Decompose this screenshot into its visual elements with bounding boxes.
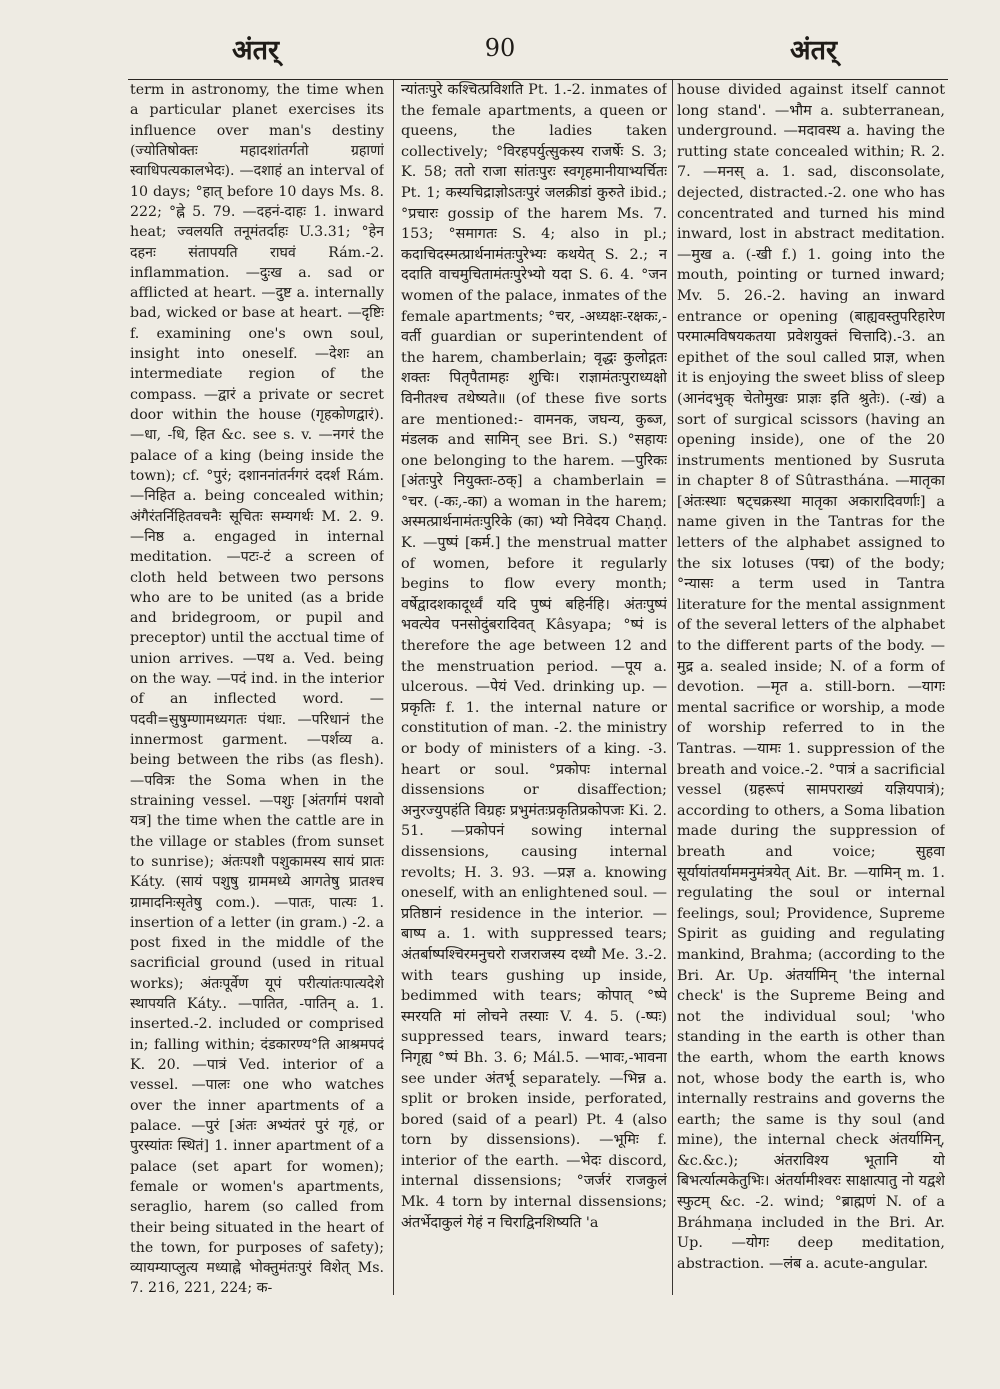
column-divider — [393, 80, 394, 1295]
page-number: 90 — [484, 34, 516, 62]
text-column-3 — [677, 80, 945, 1305]
text-column-2 — [401, 80, 667, 1305]
column-text: house divided against itself cannot long stand'. —भौम a. subterranean, underground. —मदावस्थ a. having the rutting state concealed within; R. 2. 7. —मनस् a. 1. sad, disconsolate, dejected, distracted.-2. one who has concentrated and turned his mind inward, lost in abstract meditation. —मुख a. (-खी f.) 1. going into the mouth, pointing or turned inward; Mv. 5. 26.-2. having an inward entrance or opening (बाह्यवस्तुपरिहारेण परमात्मविषयकतया प्रवेशयुक्तं चित्तादि).-3. an epithet of the soul called प्राज्ञ, when it is enjoying the sweet bliss of sleep (आनंदभुक् चेतोमुखः प्राज्ञः इति श्रुतेः). (-खं) a sort of surgical scissors (having an opening inside), one of the 20 instruments mentioned by Susruta in chapter 8 of Sûtrasthána. —मातृका [अंतःस्थाः षट्चक्रस्था मातृका अकारादिवर्णाः] a name given in the Tantras for the letters of the alphabet assigned to the six lotuses (पद्म) of the body; °न्यासः a term used in Tantra literature for the mental assignment of the several letters of the alphabet to the different parts of the body. —मुद्र a. sealed inside; N. of a form of devotion. —मृत a. still-born. —यागः mental sacrifice or worship, a mode of worship referred to in the Tantras. —यामः 1. suppression of the breath and voice.-2. °पात्रं a sacrificial vessel (ग्रहरूपं सामपराख्यं यज्ञियपात्रं); according to others, a Soma libation made during the suppression of breath and voice; सुहवा सूर्यायांतर्याममनुमंत्रयेत् Ait. Br. —यामिन् m. 1. regulating the soul or internal feelings, soul; Providence, Supreme Spirit as guiding and regulating mankind, Brahma; (according to the Bri. Ar. Up. अंतर्यामिन् 'the internal check' is the Supreme Being and not the individual soul; 'who standing in the earth is other than the earth, whom the earth knows not, whose body the earth is, who internally restrains and governs the earth; the same is thy soul (and mine), the internal check अंतर्यामिन्, &c.&c.); अंतराविश्य भूतानि यो बिभर्त्यात्मकेतुभिः। अंतर्यामीश्वरः साक्षात्पातु नो यद्वशे स्फुटम् &c. -2. wind; °ब्राह्मणं N. of a Bráhmaṇa included in the Bri. Ar. Up. —योगः deep meditation, abstraction. —लंब a. acute-angular. — [677, 82, 945, 1272]
column-text: न्यांतःपुरे कश्चित्प्रविशति Pt. 1.-2. inmates of the female apartments, a queen or queens, the ladies taken collectively; °विरहपर्युत्सुकस्य राजर्षेः S. 3; K. 58; ततो राजा सांतःपुरः स्वगृहमानीयाभ्यर्चितः Pt. 1; कस्यचिद्राज्ञोऽतःपुरं जलक्रीडां कुरुते ibid.; °प्रचारः gossip of the harem Ms. 7. 153; °समागतः S. 4; also in pl.; कदाचिदस्मत्प्रार्थनामंतःपुरेभ्यः कथयेत् S. 2.; न ददाति वाचमुचितामंतःपुरेभ्यो यदा S. 6. 4. °जन women of the palace, inmates of the female apartments; °चर, -अध्यक्षः-रक्षकः,-वर्ती guardian or superintendent of the harem, chamberlain; वृद्धः कुलोद्गतः शक्तः पितृपैतामहः शुचिः। राज्ञामंतःपुराध्यक्षो विनीतश्च तथेष्यते॥ (of these five sorts are mentioned:- वामनक, जघन्य, कुब्ज, मंडलक and सामिन् see Bri. S.) °सहायः one belonging to the harem. —पुरिकः [अंतःपुरे नियुक्तः-ठक्] a chamberlain = °चर. (-कः,-का) a woman in the harem; अस्मत्प्रार्थनामंतःपुरिके (का) भ्यो निवेदय Chaṇḍ. K. —पुष्पं [कर्म.] the menstrual matter of women, before it regularly begins to flow every month; वर्षेद्वादशकादूर्ध्वं यदि पुष्पं बहिर्नहि। अंतःपुष्पं भवत्येव पनसोदुंबरादिवत् Kâsyapa; °ष्पं is therefore the age between 12 and the menstruation period. —पूय a. ulcerous. —पेयं Ved. drinking up. —प्रकृतिः f. 1. the internal nature or constitution of man. -2. the ministry or body of ministers of a king. -3. heart or soul. °प्रकोपः internal dissensions or disaffection; अनुरज्युपहंति विग्रहः प्रभुमंतःप्रकृतिप्रकोपजः Ki. 2. 51. —प्रकोपनं sowing internal dissensions, causing internal revolts; H. 3. 93. —प्रज्ञ a. knowing oneself, with an enlightened soul. —प्रतिष्ठानं residence in the interior. —बाष्प a. 1. with suppressed tears; अंतर्बाष्पश्चिरमनुचरो राजराजस्य दध्यौ Me. 3.-2. with tears gushing up inside, bedimmed with tears; कोपात् °ष्पे स्मरयति मां लोचने तस्याः V. 4. 5. (-ष्पः) suppressed tears, inward tears; निगृह्य °ष्पं Bh. 3. 6; Mál.5. —भावः,-भावना see under अंतर्भू separately. —भिन्न a. split or broken inside, perforated, bored (said of a pearl) Pt. 4 (also torn by dissensions). —भूमिः f. interior of the earth. —भेदः discord, internal dissensions; °जर्जरं राजकुलं Mk. 4 torn by internal dissensions; अंतर्भेदाकुलं गेहं न चिराद्विनशिष्यति 'a — [401, 82, 667, 1231]
page-header — [0, 0, 1000, 70]
column-divider — [672, 80, 673, 1295]
column-text: term in astronomy, the time when a particular planet exercises its influence over man's destiny (ज्योतिषोक्तः महादशांतर्गतो ग्रहाणां स्वाधिपत्यकालभेदः). —दशाहं an interval of 10 days; °हात् before 10 days Ms. 8. 222; °ह्ने 5. 79. —दहनं-दाहः 1. inward heat; ज्वलयति तनूमंतर्दाहः U.3.31; °हेन दहनः संतापयति राघवं Rám.-2. inflammation. —दुःख a. sad or afflicted at heart. —दुष्ट a. internally bad, wicked or base at heart. —दृष्टिः f. examining one's own soul, insight into oneself. —देशः an intermediate region of the compass. —द्वारं a private or secret door within the house (गृहकोणद्वारं). —धा, -धि, हित &c. see s. v. —नगरं the palace of a king (being inside the town); cf. °पुरं; दशाननांतर्नगरं ददर्श Rám. —निहित a. being concealed within; अंगैरंतर्निहितवचनैः सूचितः सम्यगर्थः M. 2. 9. —निष्ठ a. engaged in internal meditation. —पटः-टं a screen of cloth held between two persons who are to be united (as a bride and bridegroom, or pupil and preceptor) until the acctual time of union arrives. —पथ a. Ved. being on the way. —पदं ind. in the interior of an inflected word. —पदवी=सुषुम्णामध्यगतः पंथाः. —परिधानं the innermost garment. —पर्शव्य a. being between the ribs (as flesh). —पवित्रः the Soma when in the straining vessel. —पशुः [अंतर्गामं पशवो यत्र] the time when the cattle are in the village or stables (from sunset to sunrise); अंतःपशौ पशुकामस्य सायं प्रातः Káty. (सायं पशुषु ग्राममध्ये आगतेषु प्रातश्च ग्रामादनिःसृतेषु com.). —पातः, पात्यः 1. insertion of a letter (in gram.) -2. a post fixed in the middle of the sacrificial ground (used in ritual works); अंतःपूर्वेण यूपं परीत्यांतःपात्यदेशे स्थापयति Káty.. —पातित, -पातिन् a. 1. inserted.-2. included or comprised in; falling within; दंडकारण्य°ति आश्रमपदं K. 20. —पात्रं Ved. interior of a vessel. —पालः one who watches over the inner apartments of a palace. —पुरं [अंतः अभ्यंतरं पुरं गृहं, or पुरस्यांतः स्थितं] 1. inner apartment of a palace (set apart for women); female or women's apartments, seraglio, harem (so called from their being situated in the heart of the town, for purposes of safety); व्यायम्याप्लुत्य मध्याह्ने भोक्तुमंतःपुरं विशेत् Ms. 7. 216, 221, 224; क- — [130, 82, 384, 1297]
headword-right: अंतर् — [790, 35, 838, 66]
text-column-1 — [130, 80, 384, 1305]
headword-left: अंतर् — [232, 35, 280, 66]
